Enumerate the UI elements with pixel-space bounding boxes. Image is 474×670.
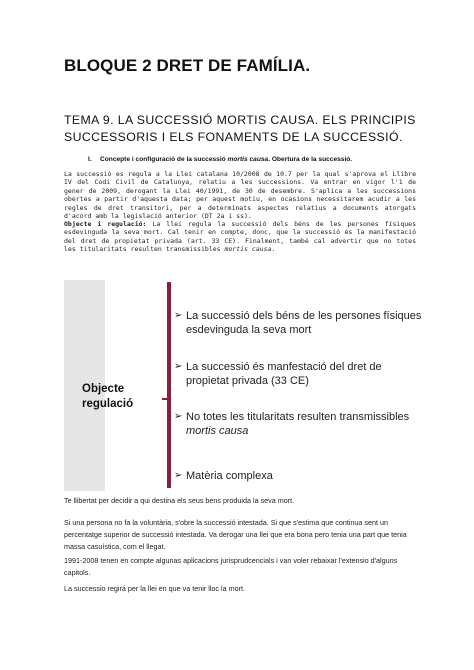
paragraph-object — [64, 220, 416, 254]
paragraph-object-lead: Objecte i regulació: — [64, 220, 147, 228]
arrow-bullet-icon: ➢ — [174, 361, 183, 372]
section-heading — [88, 156, 352, 163]
diagram-bullet-3-italic: mortis causa — [186, 425, 249, 437]
diagram-bullet-4 — [174, 469, 422, 483]
diagram-connector-tick — [162, 398, 168, 400]
paragraph-object-end: . — [271, 245, 276, 254]
section-number: I. — [88, 156, 92, 163]
tema-title-line1: TEMA 9. LA SUCCESSIÓ MORTIS CAUSA. ELS PRINCIPIS — [64, 113, 416, 127]
paragraph-object-italic: mortis causa — [224, 245, 272, 254]
note-paragraph-4: La successio regirá per la llei en que va tenir lloc la mort. — [64, 584, 245, 593]
paragraph-object-text: La llei regula la successió dels béns de les persones físiques esdevinguda la seva mort. Cal tenir en compte, donc, que la successió és la manifestació del dret de propietat privada (art. 33 CE). Finalment, també cal advertir que no totes les titularitats resulten transmissibles — [64, 220, 416, 254]
diagram-bullet-4-text: Matèria complexa — [186, 470, 273, 482]
diagram-bullet-2-text: La successió és manfestació del dret de propietat privada (33 CE) — [186, 361, 382, 387]
diagram-bullet-1-text: La successió dels béns de les persones físiques esdevinguda la seva mort — [186, 310, 422, 336]
document-heading: BLOQUE 2 DRET DE FAMÍLIA. — [64, 56, 311, 75]
diagram-label-line2: regulació — [82, 398, 134, 410]
diagram-bullet-3 — [174, 410, 422, 438]
diagram-label — [82, 382, 133, 412]
note-paragraph-2: Si una persona no fa la voluntària, s'obre la successió intestada. Si que s'estima que continua sent un percentatge superior de successió intestada. Va derogar una llei que era bona pero tenia una part que tenia massa casuística, com el llegat. — [64, 518, 407, 551]
diagram-bullet-3-text: No totes les titularitats resulten transmissibles — [186, 411, 410, 423]
section-text-after: . Obertura de la successió. — [268, 156, 353, 163]
diagram-red-bar — [167, 282, 171, 488]
paragraph-regulation: La successió es regula a la Llei catalana 10/2008 de 10.7 per la qual s'aprova el Llibre IV del Codi Civil de Catalunya, relatiu a les successions. Va entrar en vigor l'1 de gener de 2009, derogant la Llei 40/1991, de 30 de desembre. S'aplica a les successions obertes a partir d'aquesta data; per aquest motiu, en ocasions necessitarem acudir a les regles de dret transitori, per a determinats aspectes relatius a documents atorgats d'acord amb la legislació anterior (DT 2a i ss). — [64, 170, 416, 221]
arrow-bullet-icon: ➢ — [174, 470, 183, 481]
diagram-bullet-2 — [174, 360, 422, 388]
note-paragraph-3: 1991-2008 tenen en compte algunas aplicacions jurisprudcencials i van voler rebaixar l'extensio d'alguns capitols. — [64, 556, 398, 577]
arrow-bullet-icon: ➢ — [174, 411, 183, 422]
section-text-before: Concepte i configuració de la successió — [100, 156, 228, 163]
diagram-label-line1: Objecte — [82, 383, 125, 395]
note-paragraph-1: Te llibertat per decidir a qui destina els seus bens produida la seva mort. — [64, 496, 295, 505]
arrow-bullet-icon: ➢ — [174, 310, 183, 321]
tema-title — [64, 112, 424, 146]
tema-title-line2: SUCCESSORIS I ELS FONAMENTS DE LA SUCCESSIÓ. — [64, 130, 403, 144]
section-text-italic: mortis causa — [227, 156, 269, 163]
diagram-bullet-1 — [174, 309, 422, 337]
